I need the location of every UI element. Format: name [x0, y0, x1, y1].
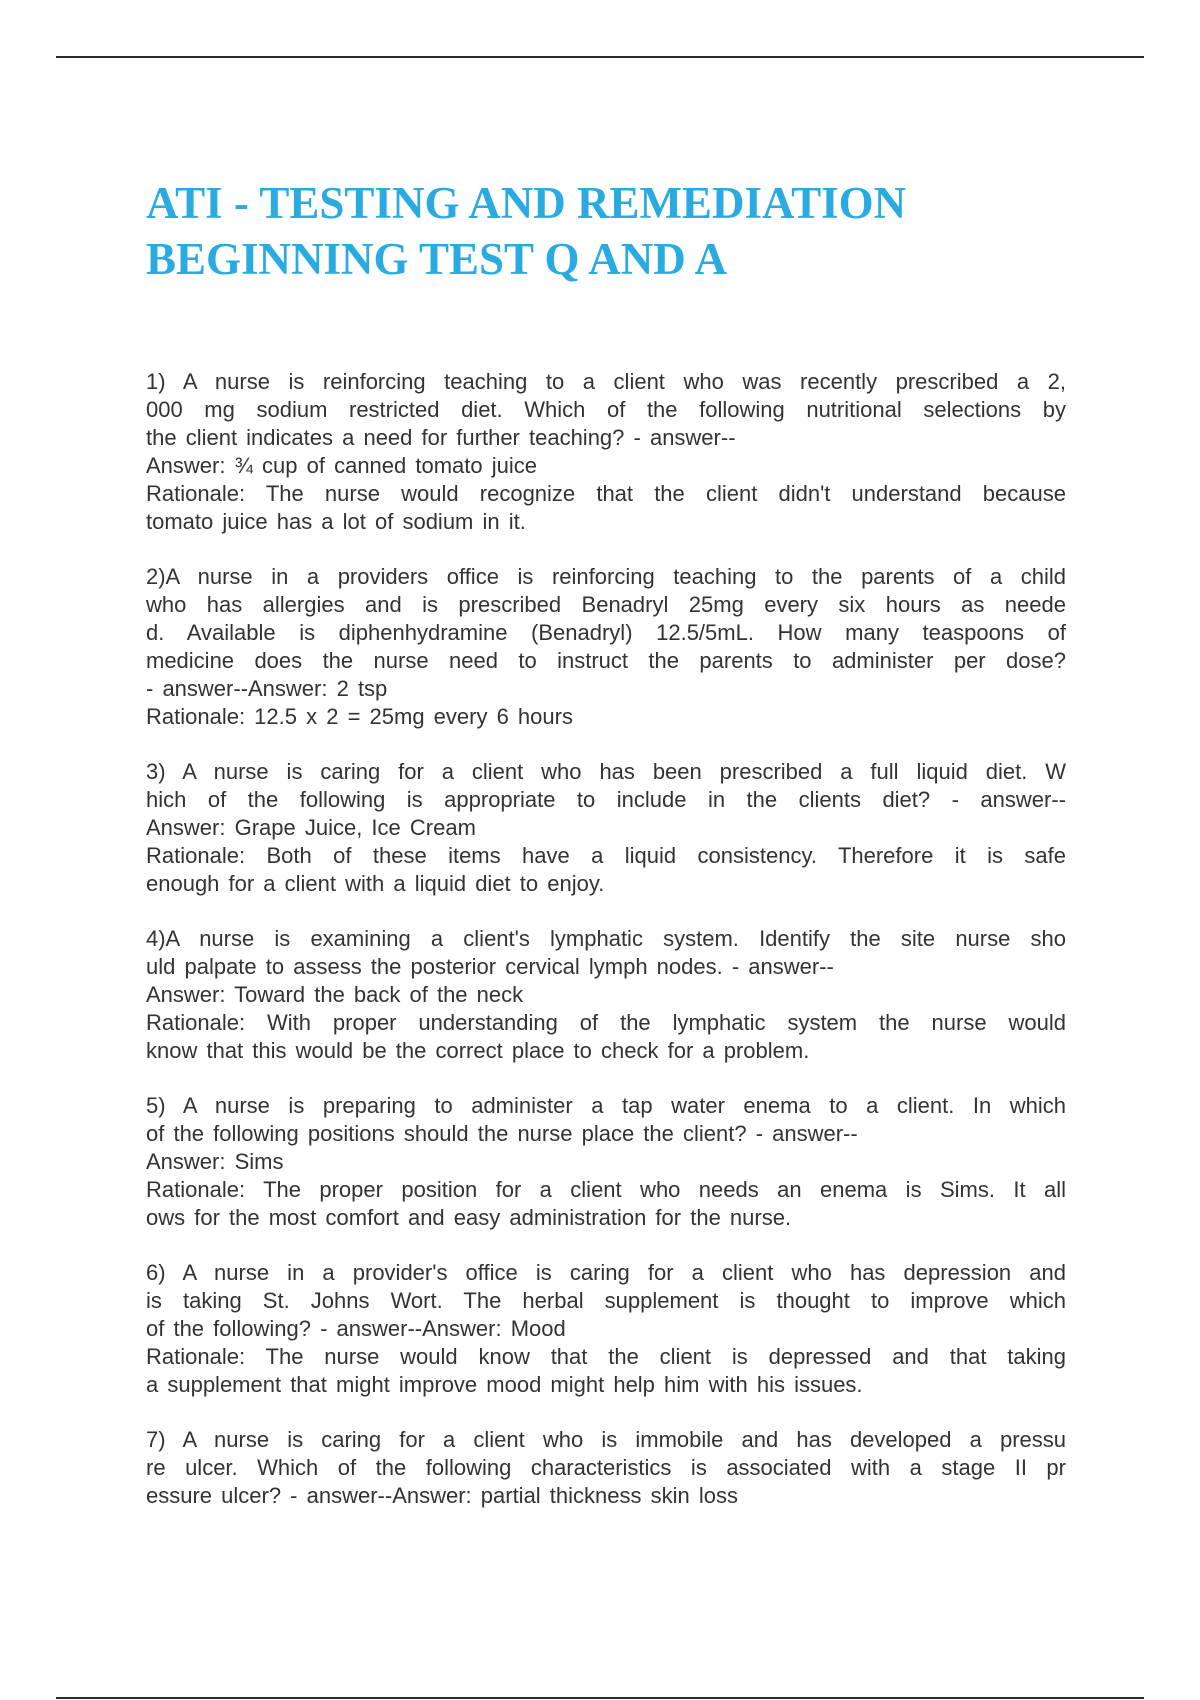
text-line: of the following positions should the nurse place the client? - answer--: [146, 1121, 858, 1146]
text-line: who has allergies and is prescribed Benadryl 25mg every six hours as neede: [146, 592, 1066, 617]
qa-item-3: [146, 758, 1066, 898]
rationale-line: Rationale: The nurse would recognize that the client didn't understand because: [146, 481, 1066, 506]
qa-item-2: [146, 563, 1066, 731]
answer-line: Answer: Sims: [146, 1149, 284, 1174]
rationale-line: Rationale: 12.5 x 2 = 25mg every 6 hours: [146, 704, 573, 729]
text-line: 000 mg sodium restricted diet. Which of the following nutritional selections by: [146, 397, 1066, 422]
answer-line: - answer--Answer: 2 tsp: [146, 676, 388, 701]
text-line: 2)A nurse in a providers office is reinforcing teaching to the parents of a child: [146, 564, 1066, 589]
rationale-line: Rationale: The proper position for a client who needs an enema is Sims. It all: [146, 1177, 1066, 1202]
rationale-line: Rationale: The nurse would know that the client is depressed and that taking: [146, 1344, 1066, 1369]
text-line: 1) A nurse is reinforcing teaching to a client who was recently prescribed a 2,: [146, 369, 1066, 394]
text-line: the client indicates a need for further teaching? - answer--: [146, 425, 736, 450]
qa-item-1: [146, 368, 1066, 536]
text-line: 7) A nurse is caring for a client who is immobile and has developed a pressu: [146, 1427, 1066, 1452]
text-line: 6) A nurse in a provider's office is caring for a client who has depression and: [146, 1260, 1066, 1285]
answer-line: essure ulcer? - answer--Answer: partial thickness skin loss: [146, 1483, 738, 1508]
text-line: tomato juice has a lot of sodium in it.: [146, 509, 526, 534]
text-line: ows for the most comfort and easy administration for the nurse.: [146, 1205, 792, 1230]
answer-line: Answer: Toward the back of the neck: [146, 982, 524, 1007]
qa-item-4: [146, 925, 1066, 1065]
text-line: re ulcer. Which of the following characteristics is associated with a stage II pr: [146, 1455, 1066, 1480]
text-line: a supplement that might improve mood might help him with his issues.: [146, 1372, 863, 1397]
document-title: [146, 175, 1086, 287]
qa-item-7: [146, 1426, 1066, 1510]
text-line: is taking St. Johns Wort. The herbal supplement is thought to improve which: [146, 1288, 1066, 1313]
title-line: ATI - TESTING AND REMEDIATION: [146, 178, 907, 228]
text-line: hich of the following is appropriate to include in the clients diet? - answer--: [146, 787, 1066, 812]
text-line: d. Available is diphenhydramine (Benadryl) 12.5/5mL. How many teaspoons of: [146, 620, 1066, 645]
qa-item-5: [146, 1092, 1066, 1232]
qa-list: [146, 368, 1066, 1537]
bottom-rule: [56, 1697, 1144, 1699]
title-line: BEGINNING TEST Q AND A: [146, 234, 728, 284]
rationale-line: Rationale: With proper understanding of the lymphatic system the nurse would: [146, 1010, 1066, 1035]
text-line: 3) A nurse is caring for a client who has been prescribed a full liquid diet. W: [146, 759, 1066, 784]
text-line: medicine does the nurse need to instruct the parents to administer per dose?: [146, 648, 1066, 673]
answer-line: Answer: ¾ cup of canned tomato juice: [146, 453, 537, 478]
text-line: know that this would be the correct place to check for a problem.: [146, 1038, 810, 1063]
rationale-line: Rationale: Both of these items have a liquid consistency. Therefore it is safe: [146, 843, 1066, 868]
answer-line: Answer: Grape Juice, Ice Cream: [146, 815, 476, 840]
top-rule: [56, 56, 1144, 58]
text-line: 5) A nurse is preparing to administer a tap water enema to a client. In which: [146, 1093, 1066, 1118]
answer-line: of the following? - answer--Answer: Mood: [146, 1316, 566, 1341]
qa-item-6: [146, 1259, 1066, 1399]
text-line: uld palpate to assess the posterior cervical lymph nodes. - answer--: [146, 954, 834, 979]
text-line: 4)A nurse is examining a client's lymphatic system. Identify the site nurse sho: [146, 926, 1066, 951]
text-line: enough for a client with a liquid diet to enjoy.: [146, 871, 605, 896]
